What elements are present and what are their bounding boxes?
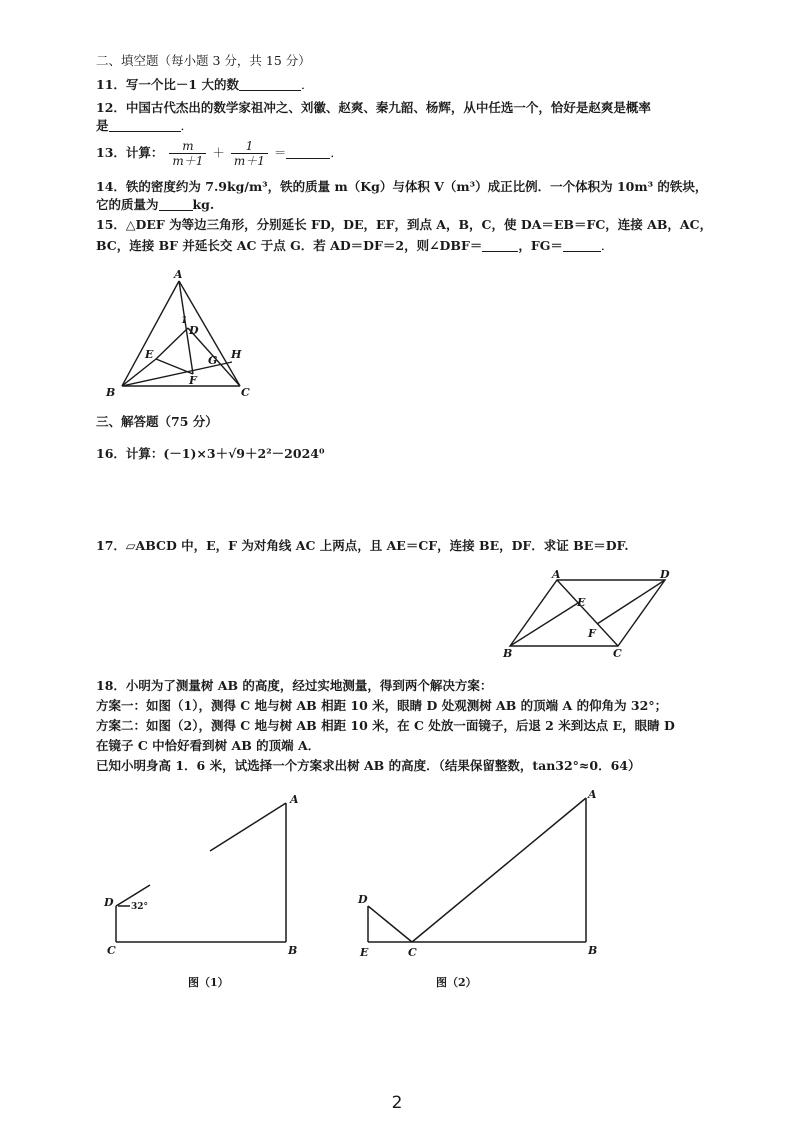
fig18b-label-A: A [588, 788, 597, 801]
q15-text: BC，连接 BF 并延长交 AC 于点 G．若 AD＝DF＝2，则∠DBF＝ [96, 238, 483, 253]
fig15-label-D: D [189, 324, 199, 337]
q13-answer-blank[interactable] [286, 146, 330, 159]
figure-17 [500, 568, 680, 660]
fig17-label-B: B [503, 647, 513, 660]
question-18-line2: 方案一：如图（1），测得 C 地与树 AB 相距 10 米，眼睛 D 处观测树 AB 的顶端 A 的仰角为 32°； [96, 698, 668, 713]
fig17-line-DF [597, 580, 665, 624]
fig18b-label-D: D [358, 893, 368, 906]
fig15-label-F: F [189, 374, 197, 387]
question-17: 17．▱ABCD 中，E，F 为对角线 AC 上两点，且 AE＝CF，连接 BE，DF．求证 BE＝DF. [96, 538, 629, 553]
figure-18-1 [100, 788, 310, 998]
q11-answer-blank[interactable] [239, 78, 301, 91]
q14-answer-blank[interactable] [159, 198, 193, 211]
question-14-line1: 14．铁的密度约为 7.9kg/m³，铁的质量 m（Kg）与体积 V（m³）成正比例．一个体积为 10m³ 的铁块， [96, 179, 708, 194]
fig15-label-B: B [106, 386, 116, 399]
fig18a-label-A: A [290, 793, 299, 806]
fig18a-label-B: B [288, 944, 298, 957]
q13-equals: ＝ [273, 145, 287, 160]
question-15-line2 [96, 238, 613, 254]
q13-plus: ＋ [212, 145, 225, 160]
fig18b-line-CA [412, 798, 586, 942]
q13-period: ． [330, 145, 343, 160]
question-13 [96, 136, 343, 172]
fig15-label-E: E [145, 348, 154, 361]
fig18b-line-DC [368, 906, 412, 942]
fig17-label-F: F [588, 627, 596, 640]
q14-unit: kg. [192, 197, 215, 212]
fig18a-label-C: C [107, 944, 116, 957]
q13-text: 13．计算： [96, 145, 164, 160]
fig17-label-D: D [660, 568, 670, 581]
q15-fg-text: ，FG＝ [518, 238, 563, 253]
fig18b-caption: 图（2） [436, 976, 477, 989]
q13-frac2-denominator: m＋1 [233, 154, 265, 168]
q15-answer-blank-1[interactable] [482, 239, 518, 252]
section3-heading: 三、解答题（75 分） [96, 414, 218, 429]
q14-text: 它的质量为 [96, 197, 159, 212]
q11-period: ． [300, 77, 314, 92]
fig15-line-ED [156, 328, 188, 359]
q12-answer-blank[interactable] [109, 119, 181, 132]
question-18-line3: 方案二：如图（2），测得 C 地与树 AB 相距 10 米，在 C 处放一面镜子，后退 2 米到达点 E，眼睛 D [96, 718, 675, 733]
question-11 [96, 77, 313, 93]
q15-answer-blank-2[interactable] [563, 239, 601, 252]
fig15-label-H: H [231, 348, 242, 361]
question-16: 16．计算：(－1)×3＋√9＋2²－2024⁰ [96, 446, 325, 461]
question-12-line1: 12．中国古代杰出的数学家祖冲之、刘徽、赵爽、秦九韶、杨辉，从中任选一个，恰好是赵爽是概率 [96, 100, 651, 115]
fig18a-caption: 图（1） [188, 976, 229, 989]
q15-period: ． [600, 238, 614, 253]
fig15-label-C: C [241, 386, 250, 399]
q13-frac1-numerator: m [169, 139, 206, 154]
question-15-line1: 15．△DEF 为等边三角形，分别延长 FD，DE，EF，到点 A，B，C，使 DA＝EB＝FC，连接 AB，AC， [96, 217, 713, 232]
fig17-label-C: C [613, 647, 622, 660]
figure-15 [100, 266, 260, 406]
fig15-line-AB [122, 281, 179, 386]
q11-text: 11．写一个比－1 大的数 [96, 77, 239, 92]
fig15-label-A: A [174, 268, 183, 281]
q13-frac1-denominator: m＋1 [172, 154, 204, 168]
fig18a-label-D: D [104, 896, 114, 909]
fig18b-label-E: E [360, 946, 369, 959]
fig17-label-E: E [577, 596, 586, 609]
fig17-label-A: A [552, 568, 561, 581]
fig15-angle-mark: 1 [181, 316, 188, 326]
q12-text: 是 [96, 118, 109, 133]
question-18-line4: 在镜子 C 中恰好看到树 AB 的顶端 A． [96, 738, 321, 753]
fig18b-label-B: B [588, 944, 598, 957]
question-18-line5: 已知小明身高 1．6 米，试选择一个方案求出树 AB 的高度．（结果保留整数，tan32°≈0．64） [96, 758, 641, 773]
section2-heading: 二、填空题（每小题 3 分，共 15 分） [96, 53, 311, 68]
question-18-line1: 18．小明为了测量树 AB 的高度，经过实地测量，得到两个解决方案： [96, 678, 493, 693]
fig18a-angle-label: 32° [131, 902, 149, 912]
page-number: 2 [391, 1093, 403, 1113]
question-12-line2 [96, 118, 193, 134]
q13-fraction-1 [169, 139, 206, 168]
fig18a-sight-line-upper [210, 803, 286, 851]
fig18b-label-C: C [408, 946, 417, 959]
question-14-line2 [96, 197, 214, 213]
q13-fraction-2 [231, 139, 268, 168]
figure-18-2 [350, 780, 610, 998]
fig15-label-G: G [208, 354, 218, 367]
q12-period: ． [180, 118, 194, 133]
q13-frac2-numerator: 1 [231, 139, 268, 154]
fig17-line-BE [510, 603, 578, 646]
